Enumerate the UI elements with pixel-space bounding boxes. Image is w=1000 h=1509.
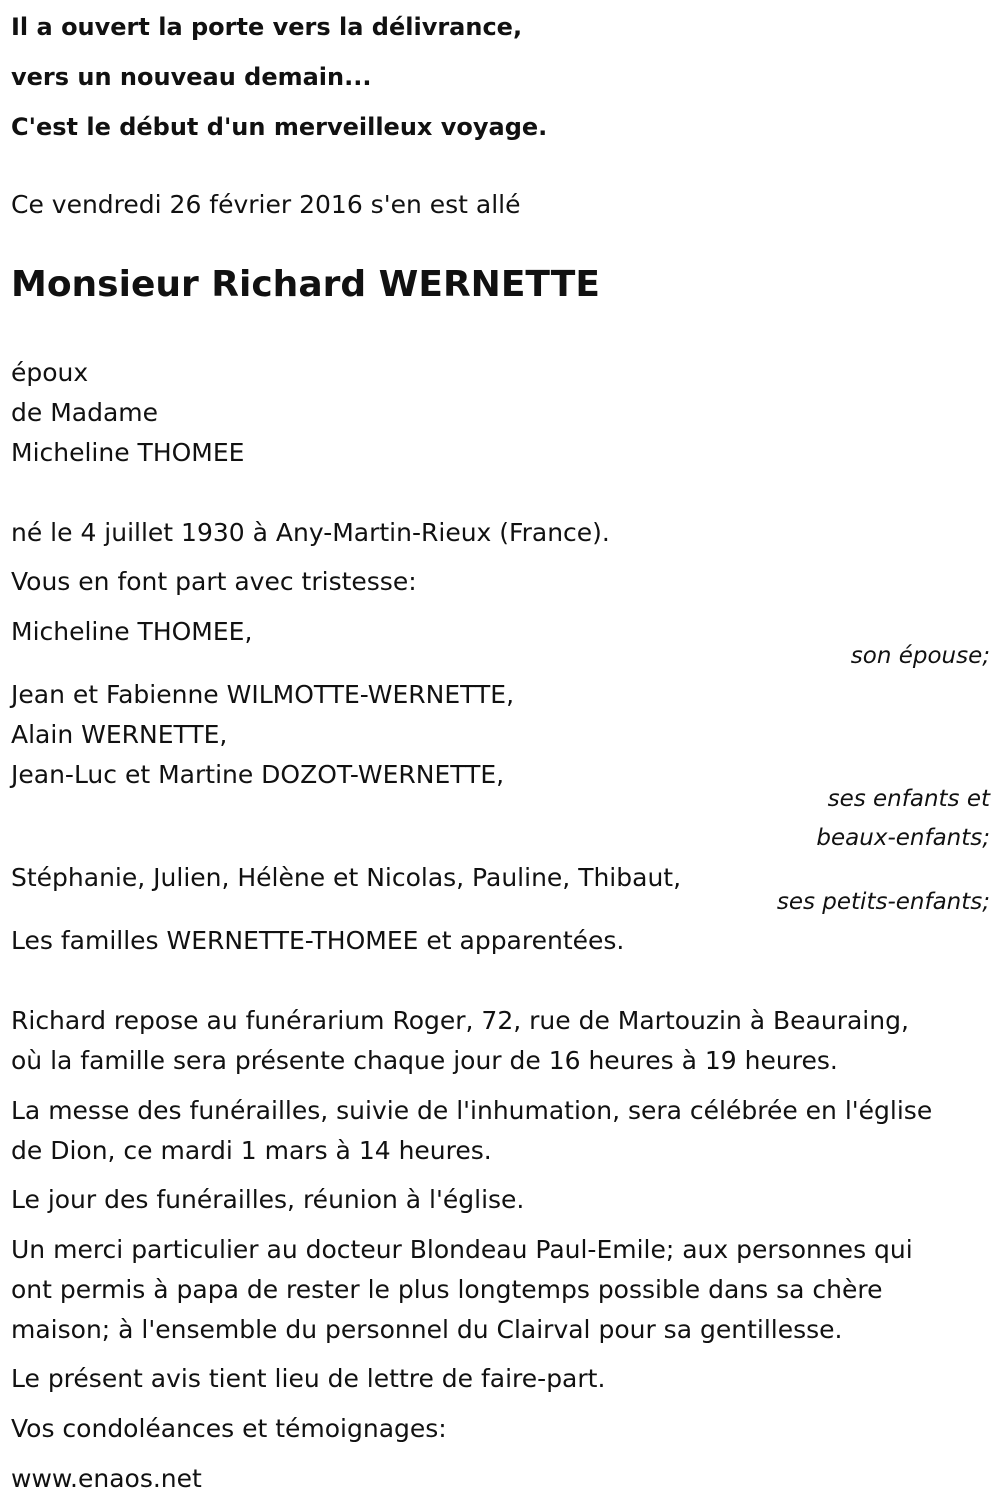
thanks-line-3: maison; à l'ensemble du personnel du Clairval pour sa gentillesse. xyxy=(11,1315,843,1344)
family-child-3: Jean-Luc et Martine DOZOT-WERNETTE, xyxy=(11,760,505,789)
website-link[interactable]: www.enaos.net xyxy=(11,1464,202,1493)
notice-text: Le présent avis tient lieu de lettre de faire-part. xyxy=(11,1364,606,1393)
poem-line-2: vers un nouveau demain... xyxy=(11,63,372,91)
family-grandchildren: Stéphanie, Julien, Hélène et Nicolas, Pauline, Thibaut, xyxy=(11,863,682,892)
relation-grandchildren: ses petits-enfants; xyxy=(776,889,990,915)
thanks-line-2: ont permis à papa de rester le plus longtemps possible dans sa chère xyxy=(11,1275,883,1304)
poem-line-3: C'est le début d'un merveilleux voyage. xyxy=(11,113,548,141)
family-spouse: Micheline THOMEE, xyxy=(11,617,253,646)
meeting-info: Le jour des funérailles, réunion à l'église. xyxy=(11,1185,525,1214)
spouse-line-1: époux xyxy=(11,358,89,387)
family-child-1: Jean et Fabienne WILMOTTE-WERNETTE, xyxy=(11,680,515,709)
deceased-name: Monsieur Richard WERNETTE xyxy=(11,264,600,305)
family-child-2: Alain WERNETTE, xyxy=(11,720,228,749)
spouse-line-2: de Madame xyxy=(11,398,159,427)
relation-children-1: ses enfants et xyxy=(827,786,990,812)
family-others: Les familles WERNETTE-THOMEE et apparentées. xyxy=(11,926,625,955)
relation-children-2: beaux-enfants; xyxy=(816,825,990,851)
announcement: Ce vendredi 26 février 2016 s'en est allé xyxy=(11,190,521,219)
repose-line-2: où la famille sera présente chaque jour de 16 heures à 19 heures. xyxy=(11,1046,838,1075)
mass-line-1: La messe des funérailles, suivie de l'inhumation, sera célébrée en l'église xyxy=(11,1096,933,1125)
family-intro: Vous en font part avec tristesse: xyxy=(11,567,417,596)
thanks-line-1: Un merci particulier au docteur Blondeau Paul-Emile; aux personnes qui xyxy=(11,1235,913,1264)
mass-line-2: de Dion, ce mardi 1 mars à 14 heures. xyxy=(11,1136,492,1165)
spouse-line-3: Micheline THOMEE xyxy=(11,438,245,467)
repose-line-1: Richard repose au funérarium Roger, 72, rue de Martouzin à Beauraing, xyxy=(11,1006,909,1035)
poem-line-1: Il a ouvert la porte vers la délivrance, xyxy=(11,13,523,41)
relation-spouse: son épouse; xyxy=(850,643,990,669)
condolences-text: Vos condoléances et témoignages: xyxy=(11,1414,447,1443)
birth-info: né le 4 juillet 1930 à Any-Martin-Rieux (France). xyxy=(11,518,610,547)
